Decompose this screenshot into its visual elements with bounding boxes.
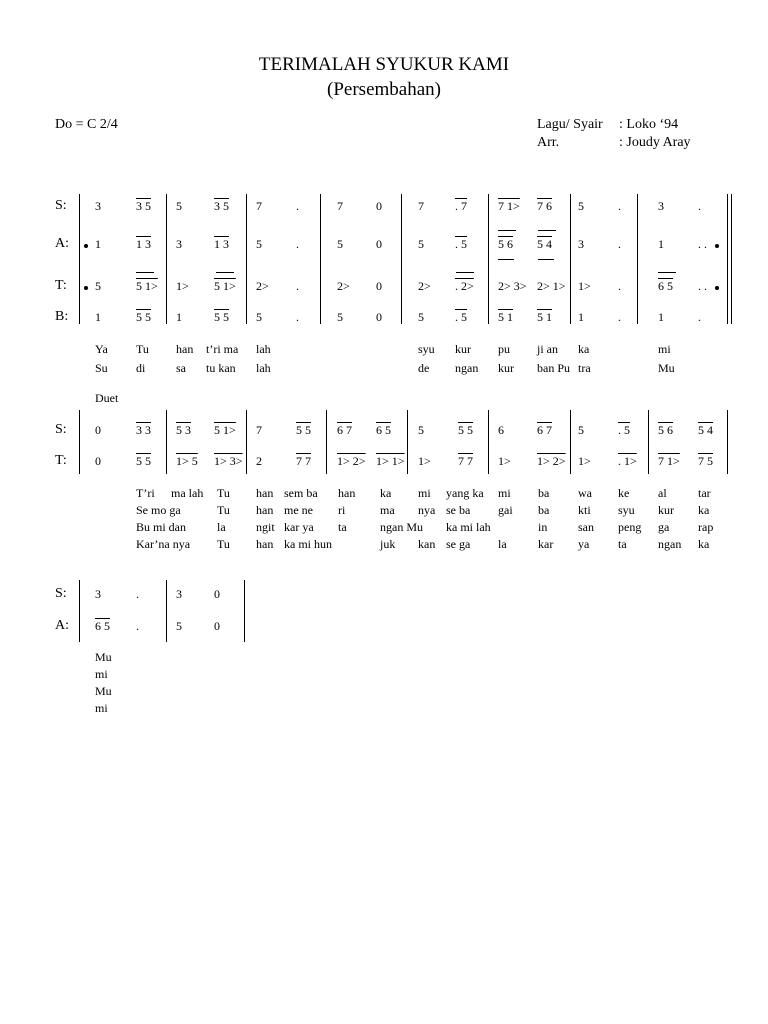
- lyric: de: [418, 361, 430, 375]
- lyric: kur: [498, 361, 514, 375]
- lyric: ya: [578, 537, 590, 551]
- lyric: Tu: [136, 342, 149, 356]
- lyric: la: [498, 537, 507, 551]
- lyric: Tu: [217, 486, 230, 500]
- lyric: lah: [256, 361, 271, 375]
- lyric: Tu: [217, 537, 230, 551]
- lyric: Se mo ga: [136, 503, 181, 517]
- lyric: ngit: [256, 520, 275, 534]
- note: 5 4: [537, 237, 552, 251]
- barline: [79, 194, 80, 324]
- note: 7 7: [458, 454, 473, 468]
- note: 1> 2>: [537, 454, 566, 468]
- note: 0: [95, 454, 101, 468]
- voice-label-t: T:: [55, 278, 67, 293]
- note: 3 3: [136, 423, 151, 437]
- lyric: al: [658, 486, 667, 500]
- lyric: ka: [698, 537, 710, 551]
- note: 5: [578, 199, 584, 213]
- lyric: mi: [95, 701, 108, 715]
- note: 1 3: [136, 237, 151, 251]
- lyric: ka: [380, 486, 392, 500]
- barline: [79, 410, 80, 474]
- overbar: [538, 230, 556, 231]
- note: 5 5: [458, 423, 473, 437]
- note: 1: [95, 237, 101, 251]
- note: .: [618, 279, 621, 293]
- note: 6 5: [658, 279, 673, 293]
- lyric: ka mi lah: [446, 520, 491, 534]
- barline: [79, 580, 80, 642]
- lyric: kur: [658, 503, 674, 517]
- note: 1: [578, 310, 584, 324]
- lyric: la: [217, 520, 226, 534]
- barline: [488, 194, 489, 324]
- note: 7: [418, 199, 424, 213]
- note: 1: [658, 237, 664, 251]
- note: 1: [176, 310, 182, 324]
- lyric: ta: [338, 520, 347, 534]
- lyric: Mu: [95, 684, 112, 698]
- repeat-dot: [84, 244, 88, 248]
- duet-label: Duet: [95, 391, 119, 405]
- note: .: [296, 310, 299, 324]
- note: 0: [376, 310, 382, 324]
- lyric: nya: [418, 503, 436, 517]
- overbar: [498, 230, 516, 231]
- lyric: kan: [418, 537, 436, 551]
- note: .: [136, 619, 139, 633]
- lyric: in: [538, 520, 548, 534]
- note: 7 5: [698, 454, 713, 468]
- note: 1>: [578, 454, 591, 468]
- lyric: ba: [538, 503, 550, 517]
- note: 7 1>: [658, 454, 680, 468]
- note: 0: [214, 619, 220, 633]
- repeat-dot: [84, 286, 88, 290]
- note: 3: [578, 237, 584, 251]
- lyric: rap: [698, 520, 714, 534]
- lyric: pu: [498, 342, 510, 356]
- barline: [648, 410, 649, 474]
- note: 1: [95, 310, 101, 324]
- barline: [407, 410, 408, 474]
- lyric: di: [136, 361, 146, 375]
- lyric: Su: [95, 361, 108, 375]
- lyric: mi: [658, 342, 671, 356]
- key-signature: Do = C 2/4: [55, 117, 118, 132]
- note: 1>: [498, 454, 511, 468]
- repeat-dot: [715, 244, 719, 248]
- lyric: ba: [538, 486, 550, 500]
- note: 5 6: [498, 237, 513, 251]
- note: 6 5: [95, 619, 110, 633]
- note: 5: [418, 237, 424, 251]
- barline: [570, 194, 571, 324]
- note: 5: [578, 423, 584, 437]
- barline: [244, 580, 245, 642]
- note: 7 7: [296, 454, 311, 468]
- note: 7: [337, 199, 343, 213]
- lyric: lah: [256, 342, 271, 356]
- note: 1>: [578, 279, 591, 293]
- note: 5: [256, 237, 262, 251]
- voice-label-a: A:: [55, 236, 69, 251]
- lyric: Mu: [95, 650, 112, 664]
- note: .: [296, 237, 299, 251]
- lyric: t’ri ma: [206, 342, 239, 356]
- song-title: TERIMALAH SYUKUR KAMI: [258, 54, 510, 75]
- lyric: sem ba: [284, 486, 318, 500]
- lyric: T’ri: [136, 486, 155, 500]
- lyric: me ne: [284, 503, 313, 517]
- lyric: han: [256, 537, 274, 551]
- lyric: kti: [578, 503, 591, 517]
- note: 0: [95, 423, 101, 437]
- note: 2>: [337, 279, 350, 293]
- barline: [727, 194, 728, 324]
- credit-value-arranger: : Joudy Aray: [619, 135, 691, 150]
- barline: [570, 410, 571, 474]
- note: .: [136, 587, 139, 601]
- lyric: ngan: [455, 361, 479, 375]
- note: 2> 1>: [537, 279, 566, 293]
- note: 3: [176, 237, 182, 251]
- note: 5: [337, 310, 343, 324]
- lyric: sa: [176, 361, 186, 375]
- overbar: [136, 272, 154, 273]
- note: 1>: [176, 279, 189, 293]
- note: . .: [698, 279, 707, 293]
- note: 3 5: [214, 199, 229, 213]
- note: . 2>: [455, 279, 474, 293]
- note: 1> 1>: [376, 454, 405, 468]
- note: 6 5: [376, 423, 391, 437]
- lyric: han: [176, 342, 194, 356]
- note: 0: [214, 587, 220, 601]
- note: 1>: [418, 454, 431, 468]
- note: 1> 5: [176, 454, 198, 468]
- note: 5 5: [136, 454, 151, 468]
- voice-label-t-duet: T:: [55, 453, 67, 468]
- note: . 5: [455, 237, 467, 251]
- note: .: [698, 199, 701, 213]
- lyric: ka: [578, 342, 590, 356]
- note: 5: [418, 310, 424, 324]
- credit-value-composer: : Loko ‘94: [619, 117, 679, 132]
- note: . 1>: [618, 454, 637, 468]
- lyric: syu: [418, 342, 435, 356]
- barline: [637, 194, 638, 324]
- note: 5 5: [296, 423, 311, 437]
- note: 5 1: [537, 310, 552, 324]
- note: 3: [658, 199, 664, 213]
- note: 7: [256, 423, 262, 437]
- note: . .: [698, 237, 707, 251]
- lyric: juk: [380, 537, 396, 551]
- lyric: se ba: [446, 503, 471, 517]
- note: 3: [95, 199, 101, 213]
- lyric: han: [338, 486, 356, 500]
- lyric: Bu mi dan: [136, 520, 186, 534]
- lyric: mi: [418, 486, 431, 500]
- song-subtitle: (Persembahan): [327, 79, 441, 100]
- note: 0: [376, 237, 382, 251]
- note: .: [296, 279, 299, 293]
- lyric: mi: [498, 486, 511, 500]
- note: 7 1>: [498, 199, 520, 213]
- note: 6 7: [337, 423, 352, 437]
- lyric: han: [256, 486, 274, 500]
- lyric: mi: [95, 667, 108, 681]
- voice-label-s: S:: [55, 198, 67, 213]
- credit-label-composer: Lagu/ Syair: [537, 117, 603, 132]
- lyric: syu: [618, 503, 635, 517]
- lyric: gai: [498, 503, 513, 517]
- lyric: Tu: [217, 503, 230, 517]
- note: 1> 2>: [337, 454, 366, 468]
- lyric: ma: [380, 503, 395, 517]
- lyric: tu kan: [206, 361, 236, 375]
- note: 0: [376, 279, 382, 293]
- overbar: [456, 272, 474, 273]
- note: 5: [337, 237, 343, 251]
- lyric: tra: [578, 361, 591, 375]
- lyric: se ga: [446, 537, 471, 551]
- lyric: kur: [455, 342, 471, 356]
- note: .: [618, 237, 621, 251]
- voice-label-s-ending: S:: [55, 586, 67, 601]
- lyric: wa: [578, 486, 592, 500]
- note: 5: [256, 310, 262, 324]
- lyric: ke: [618, 486, 630, 500]
- note: 3: [95, 587, 101, 601]
- lyric: ri: [338, 503, 346, 517]
- barline: [727, 410, 728, 474]
- barline: [488, 410, 489, 474]
- note: 5 1>: [136, 279, 158, 293]
- voice-label-s-duet: S:: [55, 422, 67, 437]
- repeat-dot: [715, 286, 719, 290]
- note: .: [618, 199, 621, 213]
- barline: [166, 410, 167, 474]
- note: 5 1>: [214, 423, 236, 437]
- note: 2: [256, 454, 262, 468]
- lyric: ka: [698, 503, 710, 517]
- lyric: yang ka: [446, 486, 484, 500]
- note: 2>: [418, 279, 431, 293]
- note: 7: [256, 199, 262, 213]
- lyric: Mu: [658, 361, 675, 375]
- lyric: han: [256, 503, 274, 517]
- note: 2>: [256, 279, 269, 293]
- barline: [326, 410, 327, 474]
- note: 5: [418, 423, 424, 437]
- note: 5: [176, 619, 182, 633]
- note: 5 4: [698, 423, 713, 437]
- voice-label-b: B:: [55, 309, 69, 324]
- note: .: [296, 199, 299, 213]
- barline: [166, 580, 167, 642]
- lyric: ma lah: [171, 486, 204, 500]
- note: 5 6: [658, 423, 673, 437]
- lyric: peng: [618, 520, 642, 534]
- barline: [731, 194, 732, 324]
- note: .: [618, 310, 621, 324]
- note: 5 1>: [214, 279, 236, 293]
- barline: [320, 194, 321, 324]
- credit-label-arranger: Arr.: [537, 135, 560, 150]
- overbar: [216, 272, 234, 273]
- note: . 5: [618, 423, 630, 437]
- lyric: san: [578, 520, 594, 534]
- barline: [401, 194, 402, 324]
- lyric: kar ya: [284, 520, 314, 534]
- note: 3 5: [136, 199, 151, 213]
- underbar: [538, 259, 554, 260]
- barline: [166, 194, 167, 324]
- note: 1: [658, 310, 664, 324]
- lyric: ban Pu: [537, 361, 570, 375]
- lyric: Kar’na nya: [136, 537, 191, 551]
- barline: [246, 410, 247, 474]
- lyric: kar: [538, 537, 554, 551]
- lyric: Ya: [95, 342, 108, 356]
- note: 2> 3>: [498, 279, 527, 293]
- note: 6 7: [537, 423, 552, 437]
- lyric: ngan Mu: [380, 520, 423, 534]
- note: 5 5: [136, 310, 151, 324]
- underbar: [498, 259, 514, 260]
- note: 6: [498, 423, 504, 437]
- note: 5: [95, 279, 101, 293]
- note: .: [698, 310, 701, 324]
- note: 5 1: [498, 310, 513, 324]
- voice-label-a-ending: A:: [55, 618, 69, 633]
- barline: [246, 194, 247, 324]
- note: 5: [176, 199, 182, 213]
- overbar: [658, 272, 676, 273]
- note: 7 6: [537, 199, 552, 213]
- note: 1 3: [214, 237, 229, 251]
- lyric: ka mi hun: [284, 537, 332, 551]
- lyric: ji an: [537, 342, 558, 356]
- note: 5 5: [214, 310, 229, 324]
- lyric: ngan: [658, 537, 682, 551]
- note: . 7: [455, 199, 467, 213]
- note: . 5: [455, 310, 467, 324]
- note: 0: [376, 199, 382, 213]
- note: 5 3: [176, 423, 191, 437]
- lyric: ta: [618, 537, 627, 551]
- note: 3: [176, 587, 182, 601]
- note: 1> 3>: [214, 454, 243, 468]
- lyric: ga: [658, 520, 670, 534]
- lyric: tar: [698, 486, 711, 500]
